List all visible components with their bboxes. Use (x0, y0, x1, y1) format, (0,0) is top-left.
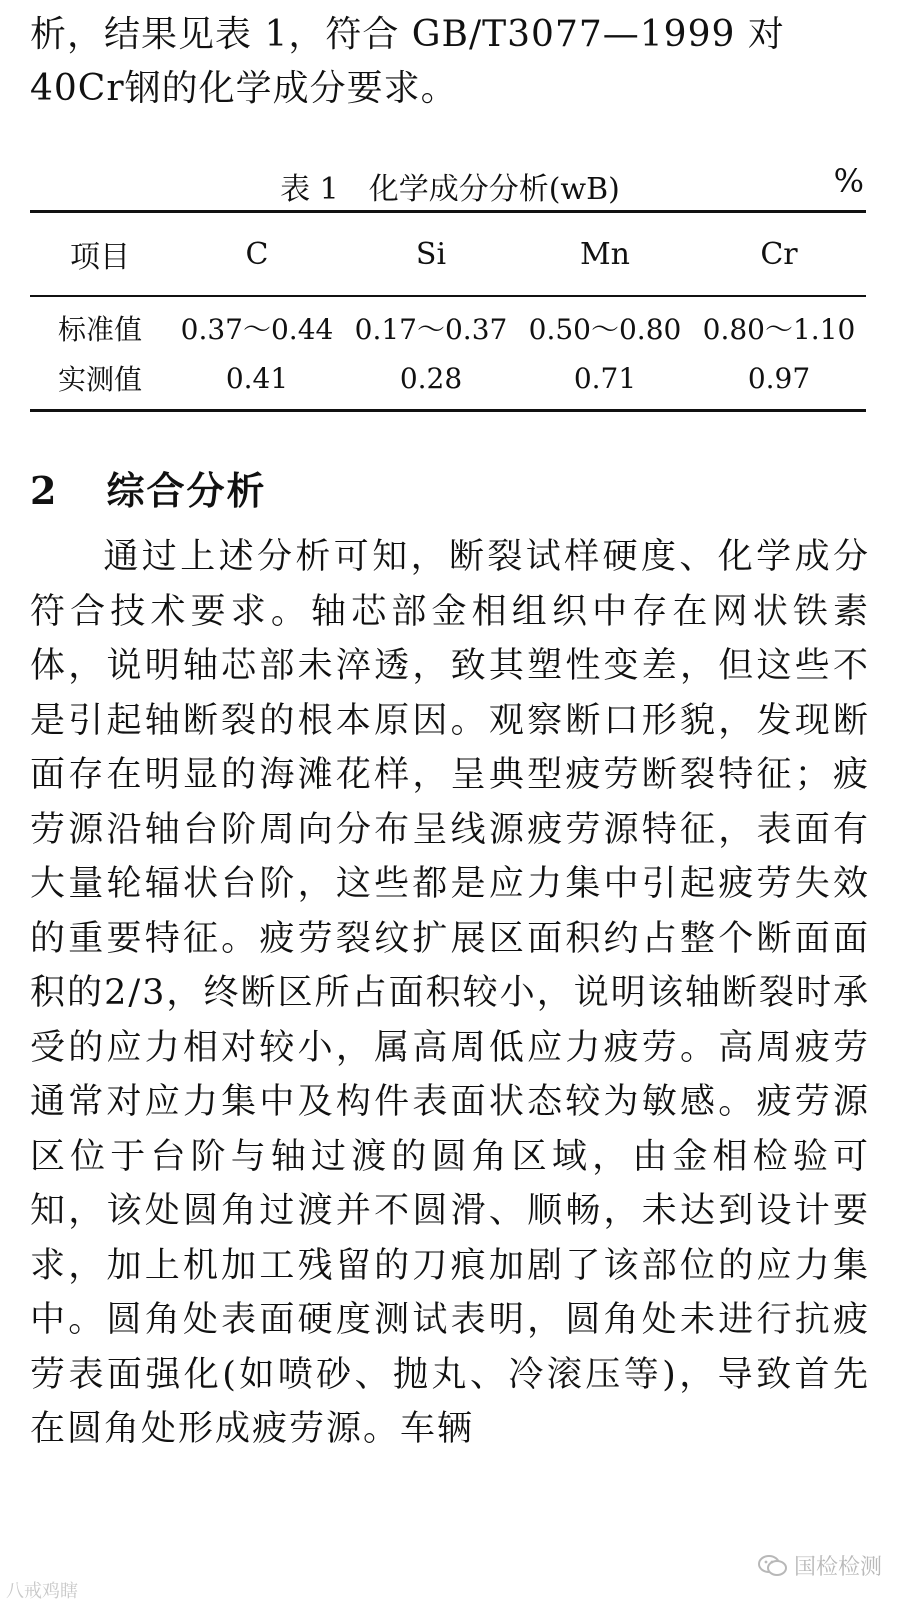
body-text: 通过上述分析可知，断裂试样硬度、化学成分符合技术要求。轴芯部金相组织中存在网状铁素体，说明轴芯部未淬透，致其塑性变差，但这些不是引起轴断裂的根本原因。观察断口形貌，发现断面存在明显的海滩花样，呈典型疲劳断裂特征；疲劳源沿轴台阶周向分布呈线源疲劳源特征，表面有大量轮辐状台阶，这些都是应力集中引起疲劳失效的重要特征。疲劳裂纹扩展区面积约占整个断面面积的2/3，终断区所占面积较小，说明该轴断裂时承受的应力相对较小，属高周低应力疲劳。高周疲劳通常对应力集中及构件表面状态较为敏感。疲劳源区位于台阶与轴过渡的圆角区域，由金相检验可知，该处圆角过渡并不圆滑、顺畅，未达到设计要求，加上机加工残留的刀痕加剧了该部位的应力集中。圆角处表面硬度测试表明，圆角处未进行抗疲劳表面强化(如喷砂、抛丸、冷滚压等)，导致首先在圆角处形成疲劳源。车辆 (30, 537, 870, 1449)
header-c: C (245, 236, 269, 272)
intro-text: 析，结果见表 1，符合 GB/T3077—1999 对40Cr钢的化学成分要求。 (30, 14, 785, 109)
table-cell: 0.80～1.10 (702, 313, 856, 346)
row-label: 标准值 (57, 313, 142, 346)
table-cell: 0.41 (225, 361, 289, 395)
section-title: 综合分析 (106, 468, 267, 513)
table-cell: 0.28 (399, 361, 463, 395)
table-unit: % (833, 162, 864, 200)
table-cell: 0.71 (573, 361, 637, 395)
table-row-standard (30, 296, 866, 353)
header-si: Si (415, 236, 447, 272)
row-label: 实测值 (57, 363, 142, 396)
watermark-right (758, 1550, 882, 1581)
table-cell: 0.17～0.37 (354, 313, 508, 346)
watermark-right-text: 国检检测 (793, 1555, 882, 1580)
header-cr: Cr (760, 236, 798, 272)
chemical-composition-table (30, 210, 866, 412)
header-item: 项目 (70, 240, 130, 275)
intro-paragraph (30, 8, 870, 116)
table-cell: 0.37～0.44 (180, 313, 334, 346)
header-mn: Mn (579, 236, 631, 272)
wechat-icon (758, 1554, 788, 1578)
body-paragraph (30, 530, 870, 1457)
table-cell: 0.50～0.80 (528, 313, 682, 346)
watermark-left (6, 1577, 78, 1603)
watermark-left-text: 八戒鸡瞎 (6, 1581, 78, 1602)
table-row-measured (30, 353, 866, 411)
table-cell: 0.97 (747, 361, 811, 395)
table-caption (30, 162, 870, 208)
table-header-row (30, 212, 866, 297)
section-number: 2 (30, 468, 59, 513)
section-heading (30, 460, 266, 515)
table-caption-text: 表 1 化学成分分析(wB) (280, 172, 620, 207)
